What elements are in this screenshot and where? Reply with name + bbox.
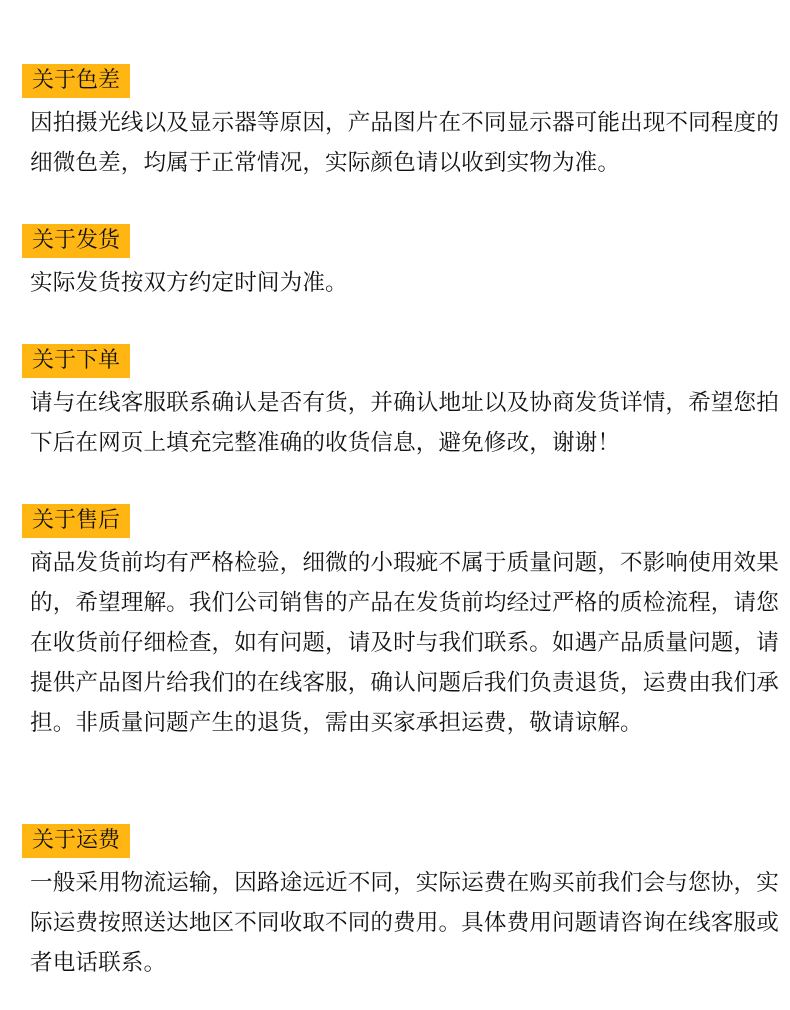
section-heading: 关于色差 (22, 64, 130, 98)
section-body: 因拍摄光线以及显示器等原因，产品图片在不同显示器可能出现不同程度的细微色差，均属于正常情况，实际颜色请以收到实物为准。 (30, 110, 779, 176)
section-heading: 关于运费 (22, 824, 130, 858)
section-body: 一般采用物流运输，因路途远近不同，实际运费在购买前我们会与您协，实际运费按照送达地区不同收取不同的费用。具体费用问题请咨询在线客服或者电话联系。 (30, 870, 779, 976)
section-body: 商品发货前均有严格检验，细微的小瑕疵不属于质量问题，不影响使用效果的，希望理解。我们公司销售的产品在发货前均经过严格的质检流程，请您在收货前仔细检查，如有问题，请及时与我们联系。如遇产品质量问题，请提供产品图片给我们的在线客服，确认问题后我们负责退货，运费由我们承担。非质量问题产生的退货，需由买家承担运费，敬请谅解。 (30, 550, 779, 736)
section-body: 实际发货按双方约定时间为准。 (30, 270, 348, 296)
section-heading: 关于下单 (22, 344, 130, 378)
section-heading: 关于售后 (22, 504, 130, 538)
section-heading: 关于发货 (22, 224, 130, 258)
section-body: 请与在线客服联系确认是否有货，并确认地址以及协商发货详情，希望您拍下后在网页上填充完整准确的收货信息，避免修改，谢谢！ (30, 390, 779, 456)
